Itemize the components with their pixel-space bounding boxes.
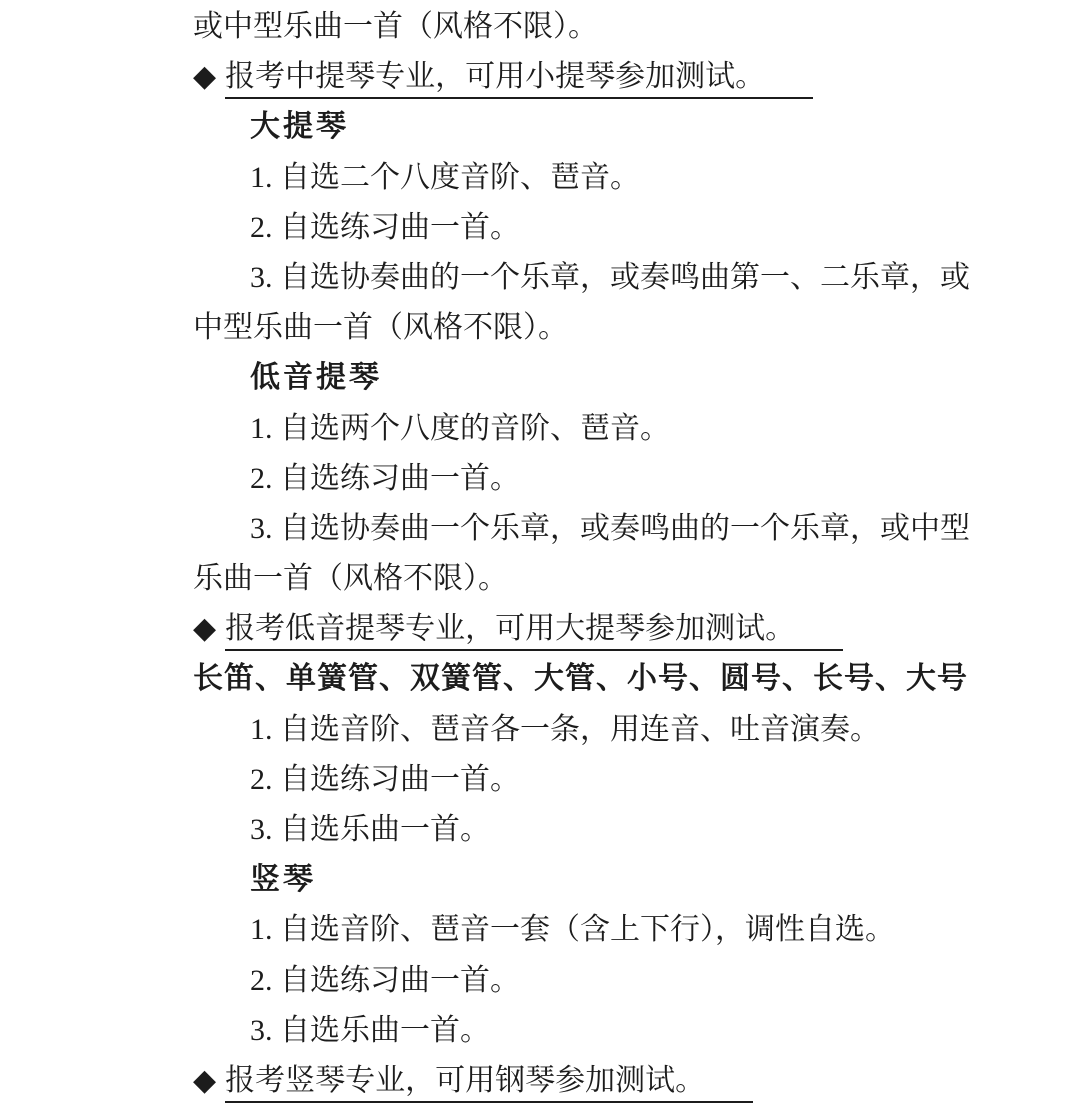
numbered-item-text: 2. 自选练习曲一首。 — [250, 461, 520, 495]
numbered-item-text: 3. 自选乐曲一首。 — [250, 1013, 490, 1047]
bullet-note-text: 报考中提琴专业，可用小提琴参加测试。 — [225, 57, 813, 99]
numbered-item — [193, 253, 1020, 303]
numbered-item — [193, 504, 1020, 554]
continuation-text: 中型乐曲一首（风格不限）。 — [193, 311, 568, 345]
continuation-line — [193, 303, 1020, 353]
diamond-bullet-icon: ◆ — [193, 1063, 217, 1097]
numbered-item-text: 2. 自选练习曲一首。 — [250, 963, 520, 997]
numbered-item-text: 1. 自选两个八度的音阶、琶音。 — [250, 411, 670, 445]
numbered-item — [193, 755, 1020, 805]
instrument-heading — [193, 353, 1020, 403]
numbered-item-text: 1. 自选音阶、琶音一套（含上下行），调性自选。 — [250, 913, 895, 947]
numbered-item — [193, 153, 1020, 203]
numbered-item — [193, 905, 1020, 955]
bullet-note-line — [193, 604, 1020, 654]
numbered-item — [193, 956, 1020, 1006]
bullet-note-text: 报考低音提琴专业，可用大提琴参加测试。 — [225, 609, 843, 651]
instrument-heading-text: 竖琴 — [250, 863, 316, 897]
numbered-item-text: 2. 自选练习曲一首。 — [250, 762, 520, 796]
instrument-heading — [193, 855, 1020, 905]
document-text-block — [193, 2, 1020, 1106]
diamond-bullet-icon: ◆ — [193, 612, 217, 646]
numbered-item-text: 1. 自选音阶、琶音各一条，用连音、吐音演奏。 — [250, 712, 880, 746]
numbered-item-text: 3. 自选协奏曲的一个乐章，或奏鸣曲第一、二乐章，或 — [250, 260, 970, 294]
section-heading-text: 长笛、单簧管、双簧管、大管、小号、圆号、长号、大号 — [193, 662, 968, 696]
numbered-item — [193, 705, 1020, 755]
numbered-item — [193, 1006, 1020, 1056]
instrument-heading-text: 大提琴 — [250, 110, 349, 144]
bullet-note-line — [193, 52, 1020, 102]
diamond-bullet-icon: ◆ — [193, 60, 217, 94]
numbered-item — [193, 805, 1020, 855]
numbered-item-text: 3. 自选乐曲一首。 — [250, 813, 490, 846]
bullet-note-text: 报考竖琴专业，可用钢琴参加测试。 — [225, 1061, 753, 1103]
numbered-item-text: 2. 自选练习曲一首。 — [250, 210, 520, 244]
section-heading — [193, 654, 1020, 704]
continuation-text: 或中型乐曲一首（风格不限）。 — [193, 10, 598, 43]
continuation-line — [193, 554, 1020, 604]
instrument-heading-text: 低音提琴 — [250, 361, 382, 395]
bullet-note-line — [193, 1056, 1020, 1106]
continuation-line — [193, 2, 1020, 52]
numbered-item — [193, 203, 1020, 253]
numbered-item — [193, 454, 1020, 504]
numbered-item-text: 3. 自选协奏曲一个乐章，或奏鸣曲的一个乐章，或中型 — [250, 511, 970, 545]
instrument-heading — [193, 102, 1020, 152]
continuation-text: 乐曲一首（风格不限）。 — [193, 562, 508, 596]
numbered-item-text: 1. 自选二个八度音阶、琶音。 — [250, 160, 640, 194]
numbered-item — [193, 404, 1020, 454]
